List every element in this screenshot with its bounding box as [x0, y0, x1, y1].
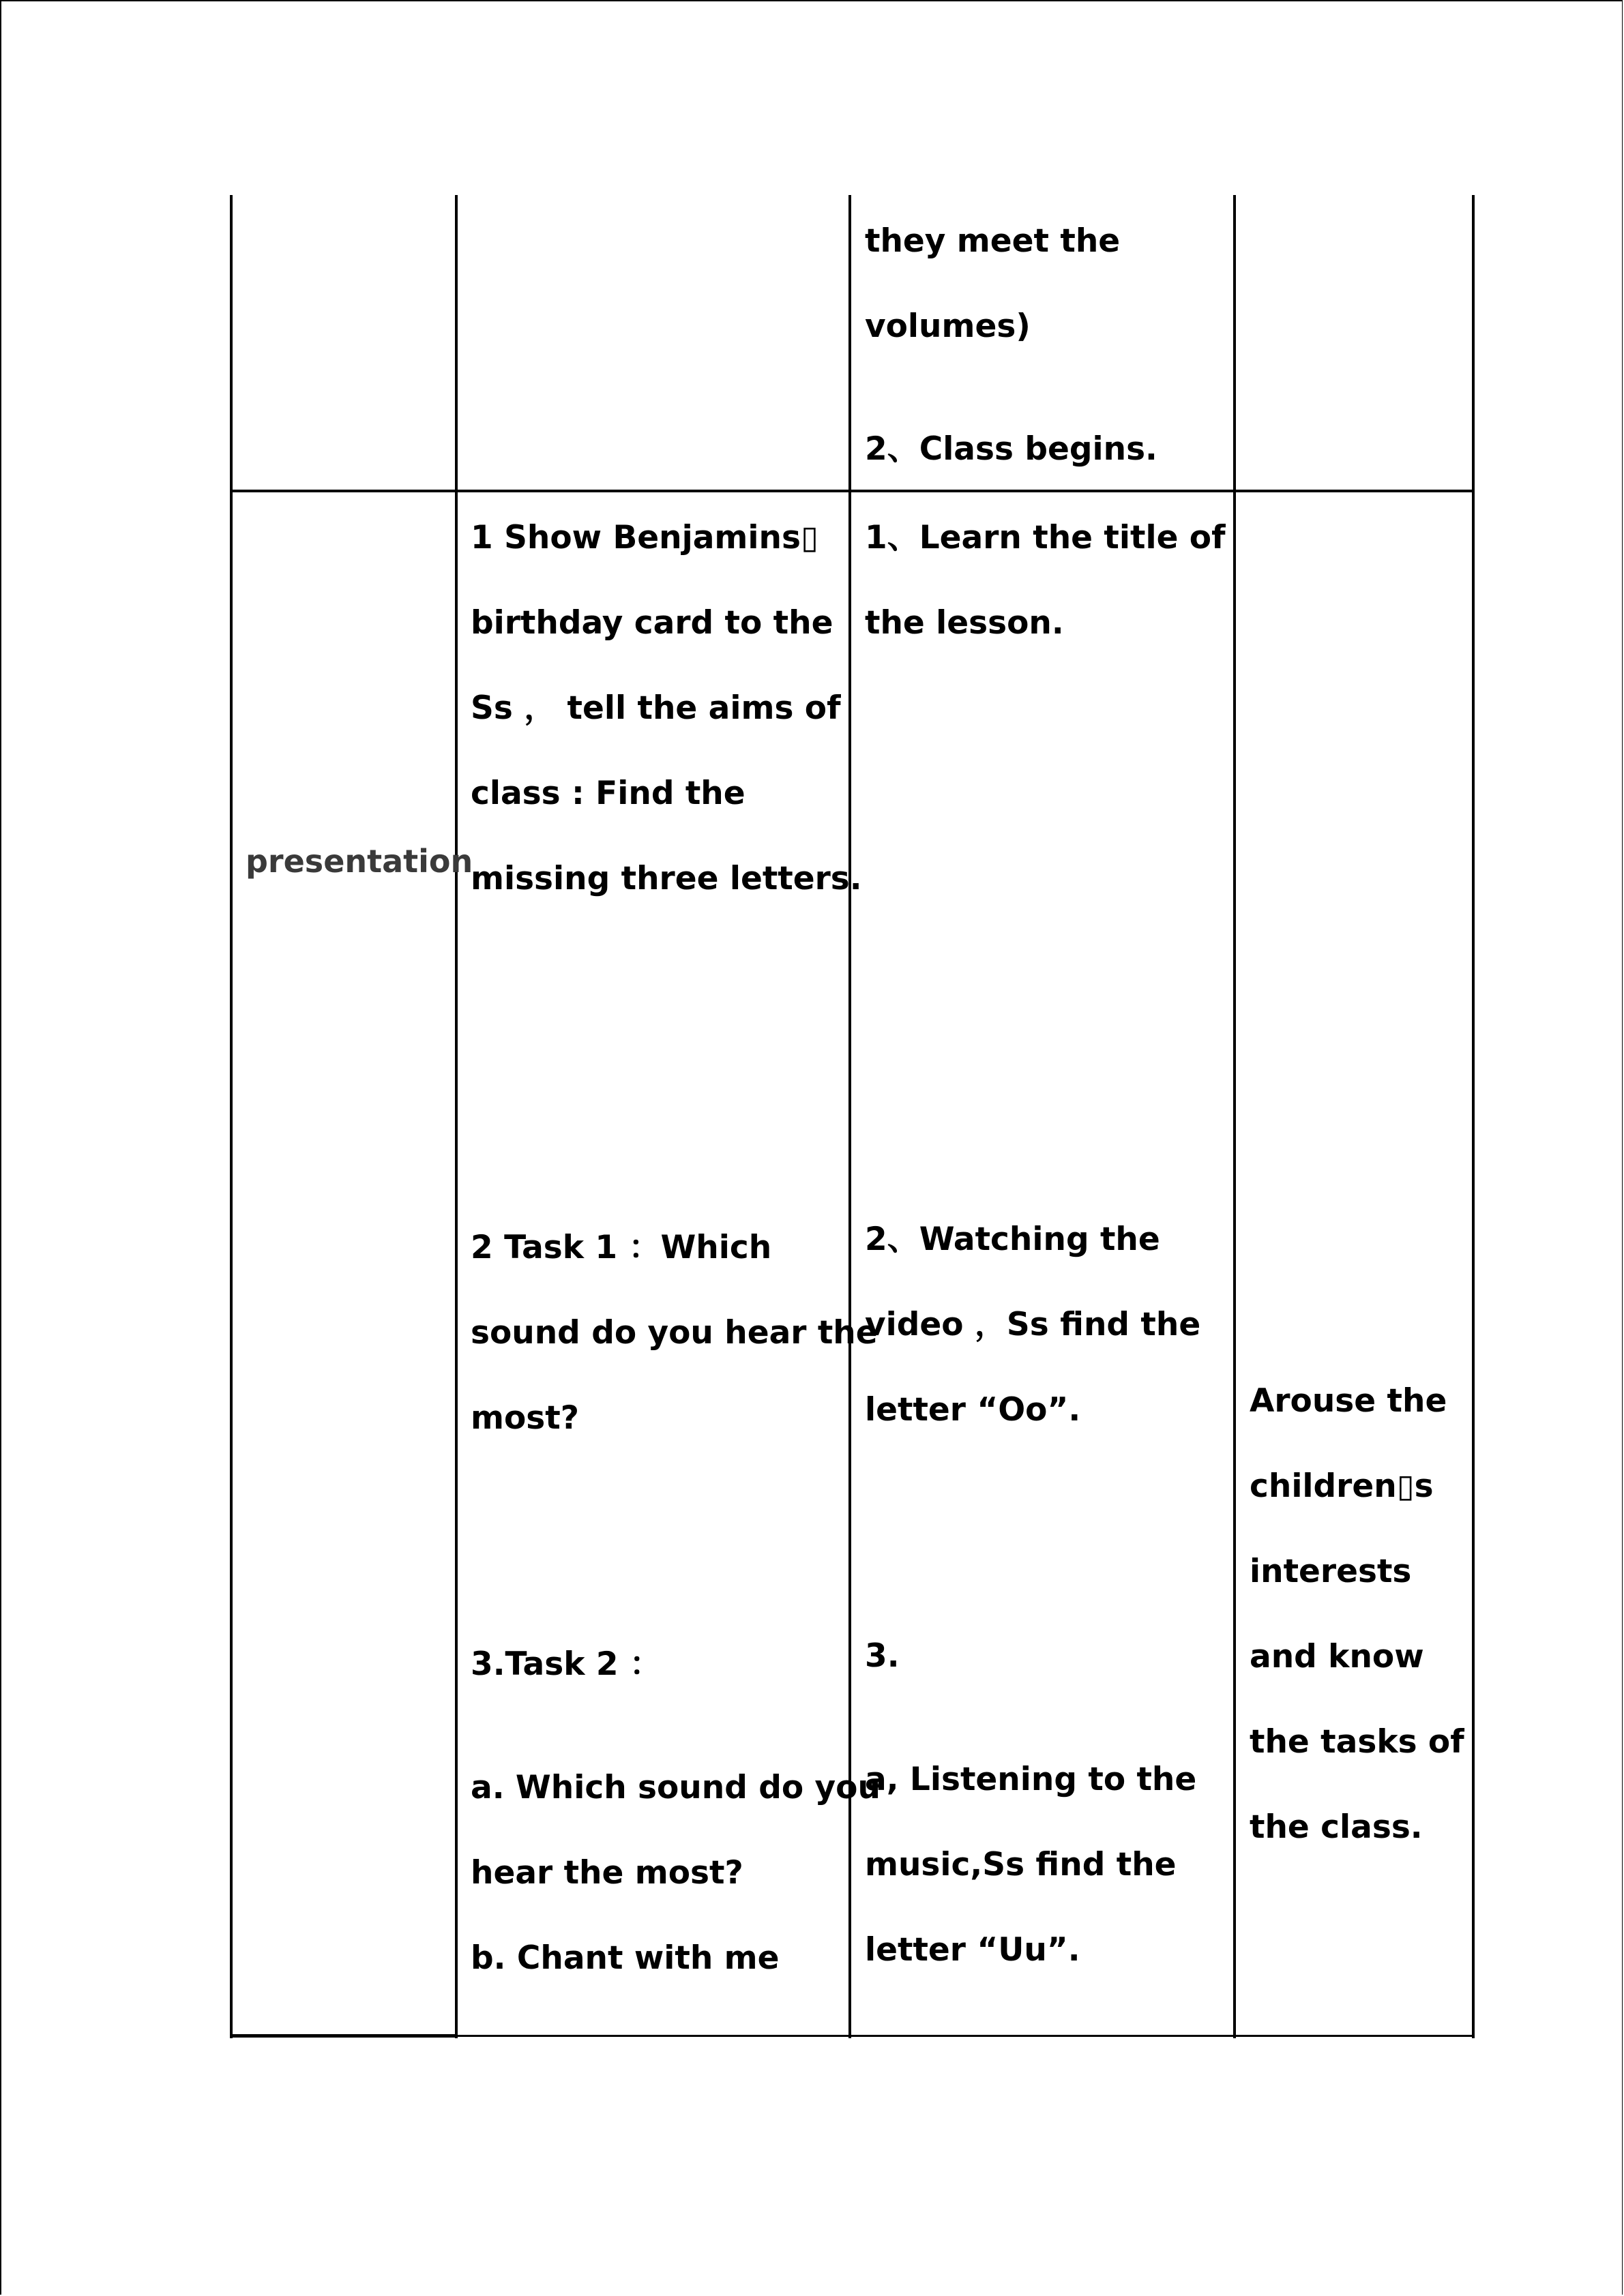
- table-vline-5: [1472, 195, 1475, 2038]
- stage-label-presentation: presentation: [246, 843, 473, 880]
- student-line-9: letter “Uu”.: [865, 1931, 1080, 1969]
- table-row-divider: [230, 490, 1475, 492]
- purpose-line-1: Arouse the: [1250, 1382, 1447, 1420]
- table-vline-4: [1233, 195, 1236, 2038]
- teacher-line-10: a. Which sound do you: [471, 1769, 881, 1806]
- student-line-3: 2、Watching the: [865, 1221, 1160, 1258]
- table-vline-3: [848, 195, 851, 2038]
- teacher-line-12: b. Chant with me: [471, 1939, 780, 1977]
- teacher-line-3: Ss ， tell the aims of: [471, 689, 841, 727]
- purpose-line-3: interests: [1250, 1553, 1412, 1590]
- student-line-5: letter “Oo”.: [865, 1391, 1081, 1429]
- student-line-2: the lesson.: [865, 604, 1064, 642]
- row1-activity-line-3: 2、Class begins.: [865, 430, 1157, 468]
- teacher-line-9: 3.Task 2 ：: [471, 1645, 662, 1683]
- purpose-line-2: children▯s: [1250, 1467, 1434, 1505]
- teacher-line-1: 1 Show Benjamins▯: [471, 519, 818, 556]
- teacher-line-7: sound do you hear the: [471, 1314, 878, 1352]
- table-vline-2: [455, 195, 458, 2038]
- teacher-line-11: hear the most?: [471, 1854, 743, 1892]
- row1-activity-line-2: volumes): [865, 308, 1031, 345]
- row1-activity-line-1: they meet the: [865, 222, 1121, 260]
- table-bottom-border: [455, 2035, 1475, 2037]
- student-line-7: a, Listening to the: [865, 1761, 1197, 1798]
- teacher-line-8: most?: [471, 1399, 579, 1437]
- purpose-line-4: and know: [1250, 1638, 1424, 1675]
- teacher-line-5: missing three letters.: [471, 860, 862, 897]
- table-vline-1: [230, 195, 233, 2038]
- student-line-4: video ，Ss find the: [865, 1306, 1201, 1343]
- teacher-line-4: class : Find the: [471, 775, 745, 812]
- teacher-line-6: 2 Task 1 ：Which: [471, 1229, 772, 1266]
- teacher-line-2: birthday card to the: [471, 604, 833, 642]
- purpose-line-5: the tasks of: [1250, 1723, 1464, 1761]
- student-line-8: music,Ss find the: [865, 1846, 1177, 1883]
- student-line-6: 3.: [865, 1637, 900, 1675]
- purpose-line-6: the class.: [1250, 1808, 1423, 1846]
- student-line-1: 1、Learn the title of: [865, 519, 1226, 556]
- table-bottom-border-stage: [230, 2034, 458, 2038]
